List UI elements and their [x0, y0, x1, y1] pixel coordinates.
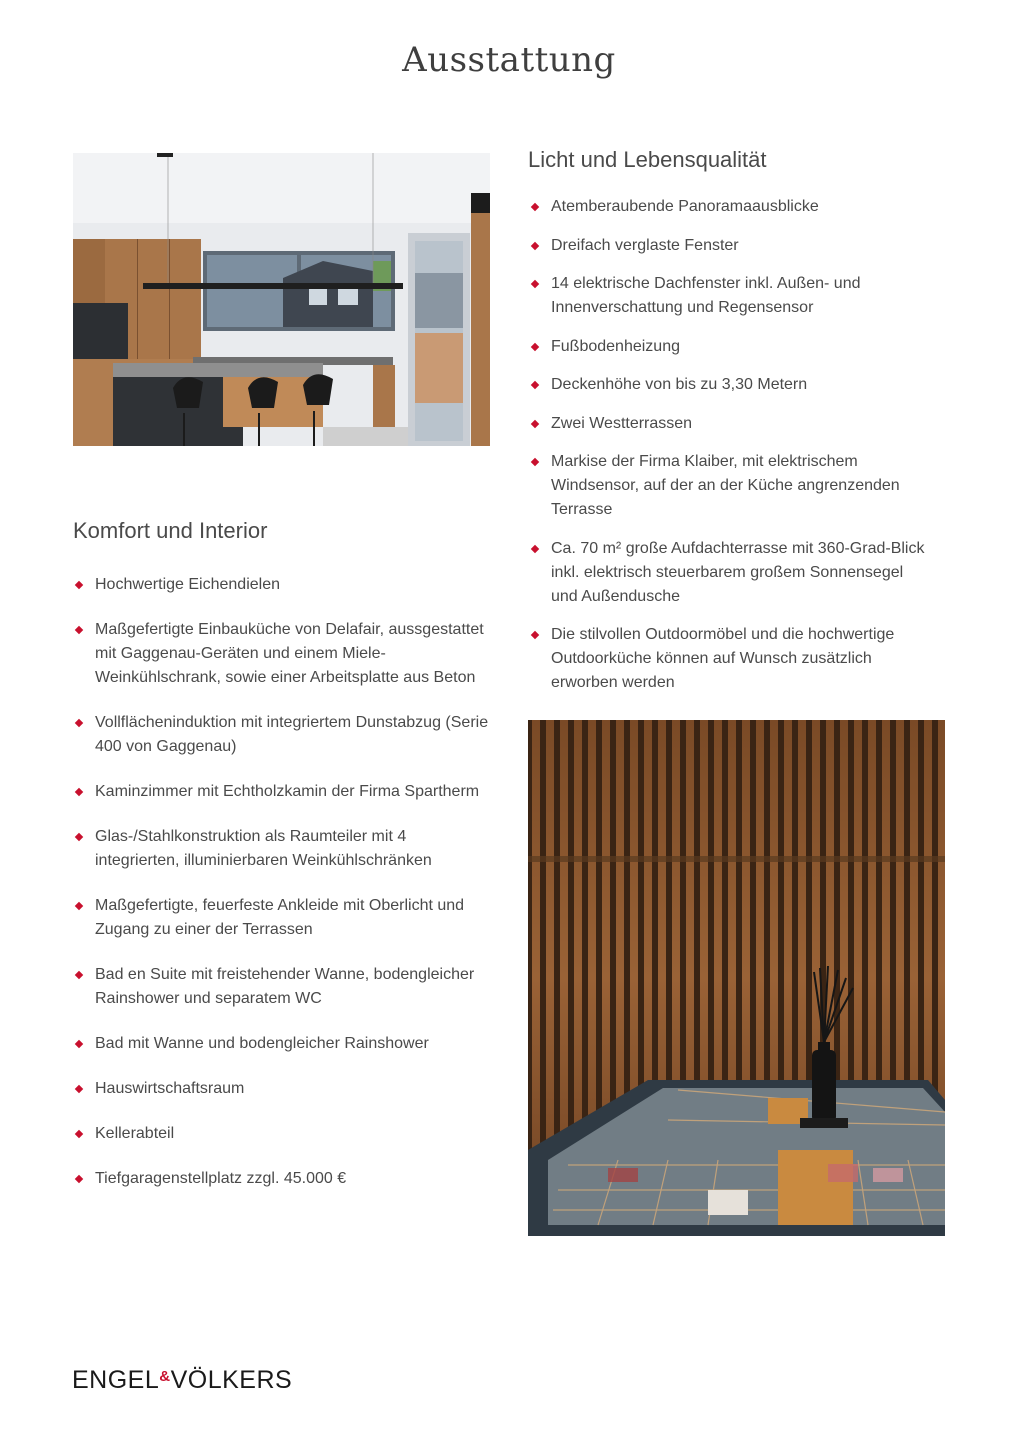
list-item: Bad mit Wanne und bodengleicher Rainshower — [73, 1032, 493, 1056]
list-item: Bad en Suite mit freistehender Wanne, bodengleicher Rainshower und separatem WC — [73, 963, 493, 1011]
list-item: Die stilvollen Outdoormöbel und die hochwertige Outdoorküche können auf Wunsch zusätzlich erworben werden — [529, 623, 929, 695]
engel-voelkers-logo — [72, 1366, 292, 1395]
list-item: Markise der Firma Klaiber, mit elektrischem Windsensor, auf der an der Küche angrenzenden Terrasse — [529, 450, 929, 522]
comfort-interior-list — [73, 573, 493, 1212]
list-item: 14 elektrische Dachfenster inkl. Außen- und Innenverschattung und Regensensor — [529, 272, 929, 320]
list-item: Hochwertige Eichendielen — [73, 573, 493, 597]
list-item: Dreifach verglaste Fenster — [529, 234, 929, 258]
light-quality-list — [529, 195, 929, 710]
list-item: Vollflächeninduktion mit integriertem Dunstabzug (Serie 400 von Gaggenau) — [73, 711, 493, 759]
list-item: Zwei Westterrassen — [529, 412, 929, 436]
logo-ampersand: & — [159, 1368, 171, 1385]
logo-text-left: ENGEL — [72, 1366, 160, 1394]
page-title: Ausstattung — [402, 40, 616, 80]
list-item: Atemberaubende Panoramaausblicke — [529, 195, 929, 219]
list-item: Fußbodenheizung — [529, 335, 929, 359]
wood-slat-display-photo — [528, 720, 945, 1236]
list-item: Maßgefertigte, feuerfeste Ankleide mit Oberlicht und Zugang zu einer der Terrassen — [73, 894, 493, 942]
list-item: Kellerabteil — [73, 1122, 493, 1146]
light-quality-heading: Licht und Lebensqualität — [528, 147, 767, 172]
logo-text-right: VÖLKERS — [170, 1366, 293, 1394]
list-item: Hauswirtschaftsraum — [73, 1077, 493, 1101]
list-item: Maßgefertigte Einbauküche von Delafair, aussgestattet mit Gaggenau-Geräten und einem Miele-Weinkühlschrank, sowie einer Arbeitsplatte aus Beton — [73, 618, 493, 690]
list-item: Deckenhöhe von bis zu 3,30 Metern — [529, 373, 929, 397]
list-item: Tiefgaragenstellplatz zzgl. 45.000 € — [73, 1167, 493, 1191]
kitchen-photo — [73, 153, 490, 446]
list-item: Ca. 70 m² große Aufdachterrasse mit 360-Grad-Blick inkl. elektrisch steuerbarem großem Sonnensegel und Außendusche — [529, 537, 929, 609]
list-item: Kaminzimmer mit Echtholzkamin der Firma Spartherm — [73, 780, 493, 804]
list-item: Glas-/Stahlkonstruktion als Raumteiler mit 4 integrierten, illuminierbaren Weinkühlschränken — [73, 825, 493, 873]
comfort-interior-heading: Komfort und Interior — [73, 518, 268, 543]
